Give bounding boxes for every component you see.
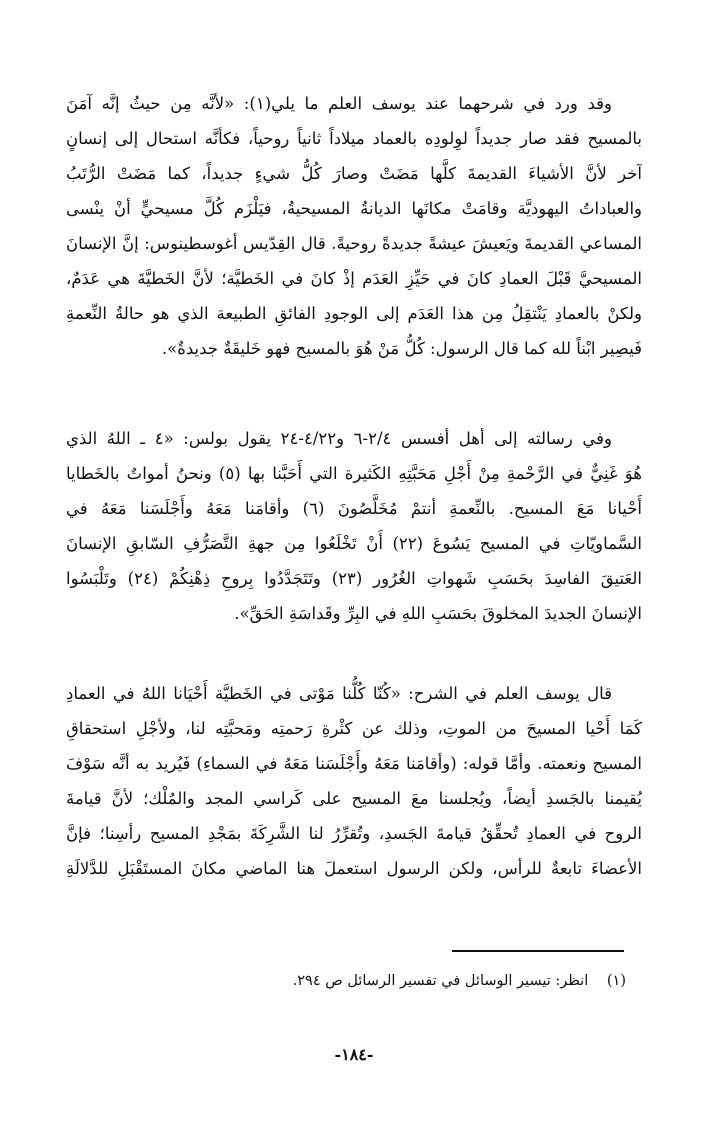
text-line: يُقيمنا بالجَسدِ أيضاً، ويُجلسنا معَ المسيح على كَراسي المجد والمُلْك؛ لأنَّ قيامةَ	[66, 789, 642, 808]
text-line: فَيصِير ابْناً لله كما قال الرسول: كُلُّ مَنْ هُوَ بالمسيح فهو خَليقَةٌ جديدةٌ».	[161, 339, 642, 358]
paragraph-3	[66, 676, 642, 886]
text-line: الروح في العمادِ تُحقِّقُ قيامةَ الجَسدِ، وتُقرِّرُ لنا الشَّرِكَةَ بمَجْدِ المسيح رأسِنا؛ فإنَّ	[66, 824, 642, 843]
paragraph-1	[66, 86, 642, 366]
text-line: السَّماويّاتِ في المسيح يَسُوعَ (٢٢) أَنْ تَخْلَعُوا مِن جهةِ التَّصَرُّفِ السّابقِ الإنسانَ	[66, 534, 642, 553]
text-line: المسيحيَّ قَبْلَ العمادِ كانَ في حَيِّزِ العَدَم إذْ كانَ في الخَطيَّة؛ لأنَّ الخَطيَّةَ هي عَدَمٌ،	[66, 269, 642, 288]
footnote	[66, 969, 626, 993]
footnote-text: انظر: تيسير الوسائل في تفسير الرسائل ص ٢٩٤.	[292, 973, 589, 989]
text-line: ولكنْ بالعمادِ يَنْتقِلُ مِن هذا العَدَم إلى الوجودِ الفائقِ الطبيعة الذي هو حالةُ النِّعمةِ	[66, 304, 642, 323]
text-line: المسيح ونعمته. وأمَّا قوله: (وأقامَنا مَعَهُ وأَجْلَسَنا مَعَهُ في السماءِ) فَيُريد به أنَّه سَوْفَ	[66, 754, 642, 773]
text-line: والعباداتُ اليهوديَّة وقامَتْ مكانَها الديانةُ المسيحيةُ، فيَلْزَم كُلَّ مسيحيٍّ أنْ ينْسى	[66, 199, 642, 218]
text-line: أَحْيانا مَعَ المسيح. بالنِّعمةِ أنتمْ مُخَلَّصُونَ (٦) وأقامَنا مَعَهُ وأَجْلَسَنا مَعَهُ في	[66, 499, 642, 518]
text-line: وفي رسالته إلى أهل أفسس ٢/٤-٦ و٤/٢٢-٢٤ يقول بولس: «٤ ـ اللهُ الذي	[66, 429, 612, 448]
text-line: وقد ورد في شرحهما عند يوسف العلم ما يلي(١): «لأنَّه مِن حيثُ إنَّه آمَنَ	[66, 94, 612, 113]
text-line: آخر لأنَّ الأشياءَ القديمةَ كلَّها مَضَتْ وصارَ كُلُّ شيءٍ جديداً، كما مَضَتْ الرُّتَبُ	[66, 164, 642, 183]
text-line: قال يوسف العلم في الشرح: «كُنّا كُلُّنا مَوْتى في الخَطيَّة أَحْيَانا اللهُ في العمادِ	[66, 684, 612, 703]
footnote-separator	[452, 950, 624, 952]
text-line: بالمسيح فقد صار جديداً لوِلودِه بالعماد ميلاداً ثانياً روحياً، فكأنَّه استحال إلى إنسانٍ	[66, 129, 642, 148]
paragraph-2	[66, 421, 642, 631]
text-line: الأعضاءَ تابعةٌ للرأس، ولكن الرسول استعملَ هنا الماضي مكانَ المستَقْبَلِ للدَّلالَةِ	[66, 859, 642, 878]
text-line: الإنسانَ الجديدَ المخلوقَ بحَسَبِ اللهِ في البِرِّ وقَداسَةِ الحَقِّ».	[234, 604, 642, 623]
text-line: كَمَا أَحْيا المسيحَ من الموتِ، وذلك عن كثْرةِ رَحمتِه ومَحبَّتِه لنا، ولأجْلِ استحقاقِ	[66, 719, 642, 738]
text-line: العَتيقَ الفاسِدَ بحَسَبِ شَهواتِ الغُرُور (٢٣) وتَتَجَدَّدُوا بِروحِ ذِهْنِكُمْ (٢٤) وتَلْبَسُوا	[66, 569, 642, 588]
text-line: المساعي القديمةَ ويَعيشَ عيشةً جديدةً روحيةً. قال القِدّيس أغوسطينوس: إنَّ الإنسانَ	[66, 234, 642, 253]
page-number: -١٨٤-	[334, 1045, 374, 1064]
text-line: هُوَ غَنِيٌّ في الرَّحْمةِ مِنْ أَجْلِ مَحَبَّتِهِ الكَثيرة التي أَحَبَّنا بها (٥) ونحنُ أمواتٌ بالخَطايا	[66, 464, 642, 483]
footnote-number: (١)	[606, 973, 626, 989]
